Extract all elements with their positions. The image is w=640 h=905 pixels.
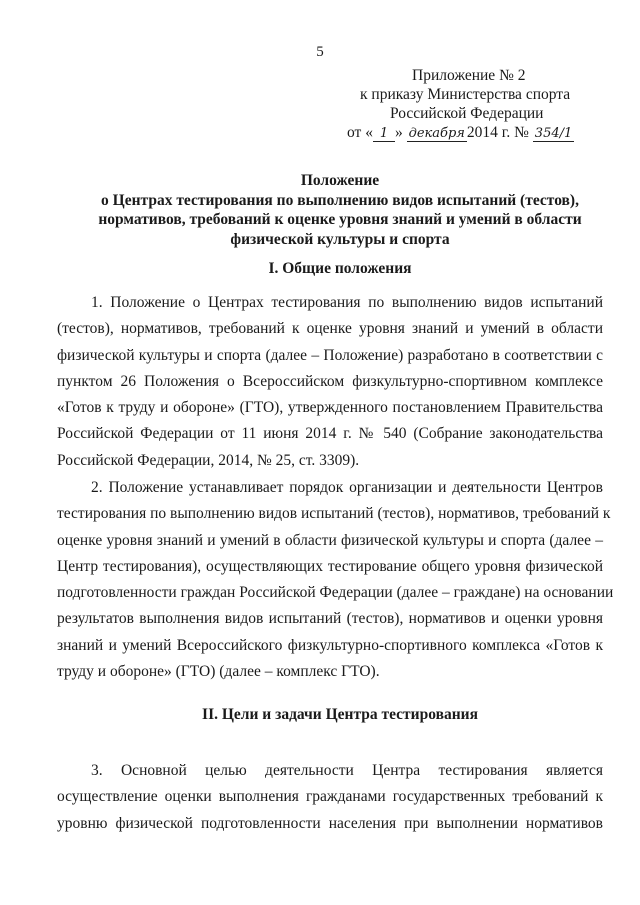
order-number-handwritten: 354/1 [534, 126, 573, 141]
appendix-date-line [330, 123, 590, 142]
text-line: результатов выполнения видов испытаний (тестов), нормативов и оценки уровня [57, 610, 603, 628]
section-1-heading: I. Общие положения [268, 260, 412, 277]
text-line: Центр тестирования), осуществляющих тестирование общего уровня физической [57, 557, 603, 575]
text-line: тестирования по выполнению видов испытаний (тестов), нормативов, требований к [57, 505, 611, 523]
text-line: подготовленности граждан Российской Федерации (далее – граждане) на основании [57, 584, 614, 602]
text-line: Российской Федерации, 2014, № 25, ст. 3309). [57, 451, 360, 469]
paragraph-1 [57, 290, 603, 474]
text-line: физической культуры и спорта (далее – Положение) разработано в соответствии с [57, 346, 603, 364]
date-day-handwritten: 1 [373, 126, 395, 142]
text-line: уровню физической подготовленности населения при выполнении нормативов [57, 814, 603, 832]
appendix-federation: Российской Федерации [390, 105, 544, 122]
section-2-heading: II. Цели и задачи Центра тестирования [202, 706, 478, 723]
appendix-order: к приказу Министерства спорта [360, 86, 571, 103]
text-line: 1. Положение о Центрах тестирования по выполнению видов испытаний [91, 294, 603, 311]
text-line: 3. Основной целью деятельности Центра тестирования является [91, 762, 603, 779]
appendix-block [330, 66, 590, 142]
date-month-handwritten: декабря [408, 126, 465, 141]
title-line: Положение [300, 172, 380, 189]
paragraph-2 [57, 475, 614, 685]
text-line: «Готов к труду и обороне» (ГТО), утвержденного постановлением Правительства [57, 399, 603, 417]
title-line: о Центрах тестирования по выполнению видов испытаний (тестов), [101, 191, 579, 209]
paragraph-3 [57, 758, 603, 837]
page-number: 5 [316, 44, 324, 60]
text-line: Российской Федерации от 11 июня 2014 г. № 540 (Собрание законодательства [57, 425, 603, 443]
text-line: (тестов), нормативов, требований к оценке уровня знаний и умений в области [57, 320, 603, 338]
date-year: 2014 г. № [466, 124, 529, 141]
text-line: оценке уровня знаний и умений в области физической культуры и спорта (далее – [57, 531, 603, 549]
date-prefix: от « [347, 124, 373, 141]
document-title [60, 171, 620, 249]
text-line: труду и обороне» (ГТО) (далее – комплекс ГТО). [57, 663, 380, 681]
text-line: 2. Положение устанавливает порядок организации и деятельности Центров [91, 479, 603, 496]
text-line: пунктом 26 Положения о Всероссийском физкультурно-спортивном комплексе [57, 372, 603, 390]
appendix-title: Приложение № 2 [412, 67, 526, 84]
title-line: физической культуры и спорта [230, 230, 450, 248]
date-mid: » [394, 124, 403, 141]
title-line: нормативов, требований к оценке уровня знаний и умений в области [98, 211, 582, 228]
text-line: осуществление оценки выполнения гражданами государственных требований к [57, 788, 603, 806]
text-line: знаний и умений Всероссийского физкультурно-спортивного комплекса «Готов к [57, 636, 603, 654]
